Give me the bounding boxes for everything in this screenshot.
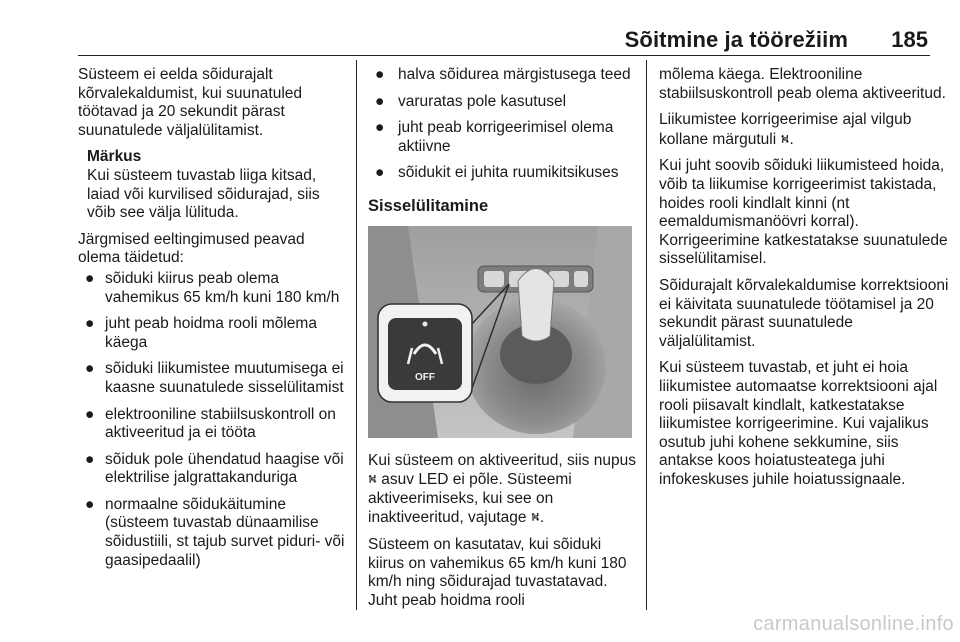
chapter-title: Sõitmine ja töörežiim xyxy=(624,27,848,52)
list-item-text: sõidukit ei juhita ruumikitsikuses xyxy=(398,164,619,182)
off-label: OFF xyxy=(415,371,435,383)
panel-switch xyxy=(574,271,588,287)
list-item xyxy=(78,360,348,397)
list-item xyxy=(78,315,348,352)
bullet: ● xyxy=(375,66,385,83)
note-box xyxy=(87,148,348,222)
list-item xyxy=(78,406,348,443)
list-item xyxy=(368,119,640,156)
lane-assist-indicator-icon: ⛕ xyxy=(780,131,790,146)
list-item-text: normaalne sõidukäitumine (süsteem tuvastab dünaamilise sõidustiili, st tajub survet piduri- või gaasipedaalil) xyxy=(105,495,345,569)
column-divider-2 xyxy=(646,60,647,610)
activation-paragraph xyxy=(368,452,640,528)
list-item xyxy=(368,93,640,112)
header-rule xyxy=(78,55,930,56)
console-illustration xyxy=(368,226,632,438)
console-button-photo xyxy=(368,226,632,438)
availability-paragraph: Süsteem on kasutatav, kui sõiduki kiirus on vahemikus 65 km/h kuni 180 km/h ning sõidurajad tuvastatavad. Juht peab hoidma rooli xyxy=(368,535,627,609)
bullet: ● xyxy=(85,360,95,378)
column-1 xyxy=(78,66,348,578)
page-header xyxy=(0,0,960,52)
note-text: Kui süsteem tuvastab liiga kitsad, laiad või kurvilised sõidurajad, siis võib see välja lülituda. xyxy=(87,166,320,222)
list-item-text: juht peab hoidma rooli mõlema käega xyxy=(105,315,317,351)
activation-text-b: asuv LED ei põle. Süsteemi aktiveerimiseks, kui see on inaktiveeritud, vajutage xyxy=(368,471,572,527)
column-divider-1 xyxy=(356,60,357,610)
indicator-text-end: . xyxy=(789,130,794,148)
indicator-text: Liikumistee korrigeerimise ajal vilgub kollane märgutuli xyxy=(659,111,912,148)
lane-assist-button-icon: ⛕ xyxy=(530,510,540,525)
list-item-text: sõiduki kiirus peab olema vahemikus 65 km/h kuni 180 km/h xyxy=(105,269,340,306)
indicator-paragraph xyxy=(659,111,949,149)
bullet: ● xyxy=(85,315,95,333)
bullet: ● xyxy=(375,164,385,182)
bullet: ● xyxy=(375,119,385,137)
gear-knob xyxy=(518,268,554,341)
column-3 xyxy=(659,66,949,497)
activation-text-a: Kui süsteem on aktiveeritud, siis nupus xyxy=(368,451,636,469)
turn-signal-paragraph: Sõidurajalt kõrvalekaldumise korrektsiooni ei käivitata suunatulede töötamisel ja 20 sekundit pärast suunatulede väljalülitamist. xyxy=(659,276,949,350)
list-item-text: sõiduk pole ühendatud haagise või elektrilise jalgrattakanduriga xyxy=(105,450,344,487)
restrictions-list xyxy=(368,66,640,183)
bullet: ● xyxy=(85,495,95,513)
page-number: 185 xyxy=(891,27,928,52)
intro-paragraph: Süsteem ei eelda sõidurajalt kõrvalekaldumist, kui suunatuled töötavad ja 20 sekundit pärast suunatulede väljalülitamist. xyxy=(78,66,303,139)
list-item xyxy=(78,451,348,488)
lane-assist-button-icon: ⛕ xyxy=(368,472,377,487)
conditions-intro: Järgmised eeltingimused peavad olema täidetud: xyxy=(78,230,305,267)
conditions-list xyxy=(78,270,348,570)
continuation-paragraph: mõlema käega. Elektrooniline stabiilsuskontroll peab olema aktiveeritud. xyxy=(659,66,946,102)
list-item xyxy=(368,66,640,85)
status-led xyxy=(423,321,428,326)
watermark: carmanualsonline.info xyxy=(753,613,954,635)
list-item-text: elektrooniline stabiilsuskontroll on aktiveeritud ja ei tööta xyxy=(105,405,336,442)
list-item xyxy=(368,164,640,183)
list-item-text: juht peab korrigeerimisel olema aktiivne xyxy=(398,119,614,155)
list-item-text: varuratas pole kasutusel xyxy=(398,92,567,110)
list-item-text: sõiduki liikumistee muutumisega ei kaasne suunatulede sisselülitamist xyxy=(105,360,344,396)
list-item xyxy=(78,270,348,307)
section-heading: Sisselülitamine xyxy=(368,196,489,215)
override-paragraph: Kui juht soovib sõiduki liikumisteed hoida, võib ta liikumise korrigeerimist takistada, hoides rooli kindlalt kinni (nt eemaldumismanöövri korral). Korrigeerimine katkestatakse suunatulede sisselülitamisel. xyxy=(659,157,948,268)
activation-text-c: . xyxy=(539,509,545,527)
list-item-text: halva sõidurea märgistusega teed xyxy=(398,66,631,83)
note-title: Märkus xyxy=(87,148,142,166)
bullet: ● xyxy=(85,269,95,287)
column-2 xyxy=(368,66,640,618)
panel-switch xyxy=(484,271,504,287)
warning-paragraph: Kui süsteem tuvastab, et juht ei hoia liikumistee automaatse korrektsiooni ajal rooli piisavalt kindlalt, katkestatakse liikumistee korrigeerimine. Kui vajalikus osutub juhi kohene sekkumine, siis antakse koos hoiatusteatega juhi infokeskuses juhile hoiatussignaale. xyxy=(659,359,938,488)
bullet: ● xyxy=(375,92,385,110)
bullet: ● xyxy=(85,405,95,423)
list-item xyxy=(78,496,348,570)
bullet: ● xyxy=(85,450,95,468)
